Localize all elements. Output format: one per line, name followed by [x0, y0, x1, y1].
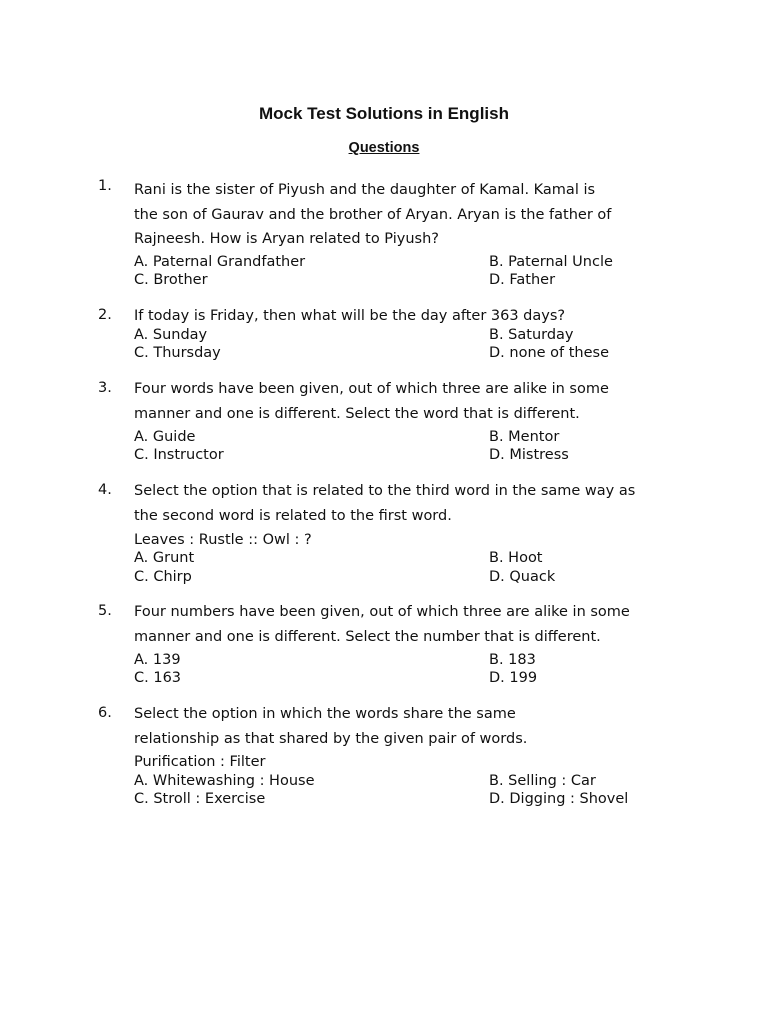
question-line: If today is Friday, then what will be the day after 363 days?: [134, 308, 566, 324]
option-b: B. Paternal Uncle: [489, 254, 613, 270]
question-line: the son of Gaurav and the brother of Aryan. Aryan is the father of: [134, 206, 612, 223]
page-title: Mock Test Solutions in English: [259, 104, 509, 123]
option-d: D. Mistress: [489, 447, 569, 463]
option-d: D. Father: [489, 272, 556, 288]
question-number: 3.: [98, 380, 112, 396]
option-c: C. Brother: [134, 272, 208, 288]
question-text: [134, 178, 674, 252]
question-number: 5.: [98, 603, 112, 619]
option-d: D. none of these: [489, 345, 610, 361]
question-number: 1.: [98, 178, 112, 194]
question-line: Select the option that is related to the third word in the same way as: [134, 483, 636, 499]
option-c: C. Stroll : Exercise: [134, 791, 266, 807]
option-a: A. Paternal Grandfather: [134, 254, 306, 270]
question-line: the second word is related to the first word.: [134, 507, 452, 524]
option-d: D. 199: [489, 670, 538, 686]
option-a: A. 139: [134, 652, 181, 668]
question-line: Four numbers have been given, out of which three are alike in some: [134, 604, 630, 620]
option-d: D. Digging : Shovel: [489, 791, 629, 807]
option-a: A. Whitewashing : House: [134, 773, 315, 789]
question-text: [134, 479, 674, 528]
question-text: [134, 702, 674, 751]
option-c: C. 163: [134, 670, 182, 686]
question-line: manner and one is different. Select the word that is different.: [134, 405, 580, 422]
analogy-prompt: Purification : Filter: [134, 754, 266, 770]
option-c: C. Thursday: [134, 345, 221, 361]
option-c: C. Chirp: [134, 569, 192, 585]
analogy-prompt: Leaves : Rustle :: Owl : ?: [134, 532, 312, 548]
option-b: B. Hoot: [489, 550, 543, 566]
option-a: A. Grunt: [134, 550, 195, 566]
question-text: [134, 600, 674, 649]
question-line: Select the option in which the words share the same: [134, 706, 516, 722]
option-a: A. Sunday: [134, 327, 208, 343]
option-d: D. Quack: [489, 569, 556, 585]
section-heading: Questions: [348, 140, 420, 156]
option-b: B. Mentor: [489, 429, 560, 445]
question-line: Rajneesh. How is Aryan related to Piyush?: [134, 231, 439, 247]
option-b: B. Saturday: [489, 327, 574, 343]
option-b: B. Selling : Car: [489, 773, 596, 789]
question-text: [134, 377, 674, 426]
question-text: [134, 304, 674, 329]
question-line: Rani is the sister of Piyush and the daughter of Kamal. Kamal is: [134, 182, 596, 198]
option-b: B. 183: [489, 652, 536, 668]
question-line: relationship as that shared by the given pair of words.: [134, 730, 528, 747]
option-c: C. Instructor: [134, 447, 224, 463]
option-a: A. Guide: [134, 429, 196, 445]
question-line: manner and one is different. Select the number that is different.: [134, 628, 601, 645]
question-number: 2.: [98, 307, 112, 323]
question-line: Four words have been given, out of which three are alike in some: [134, 381, 609, 397]
question-number: 4.: [98, 482, 112, 498]
question-number: 6.: [98, 705, 112, 721]
